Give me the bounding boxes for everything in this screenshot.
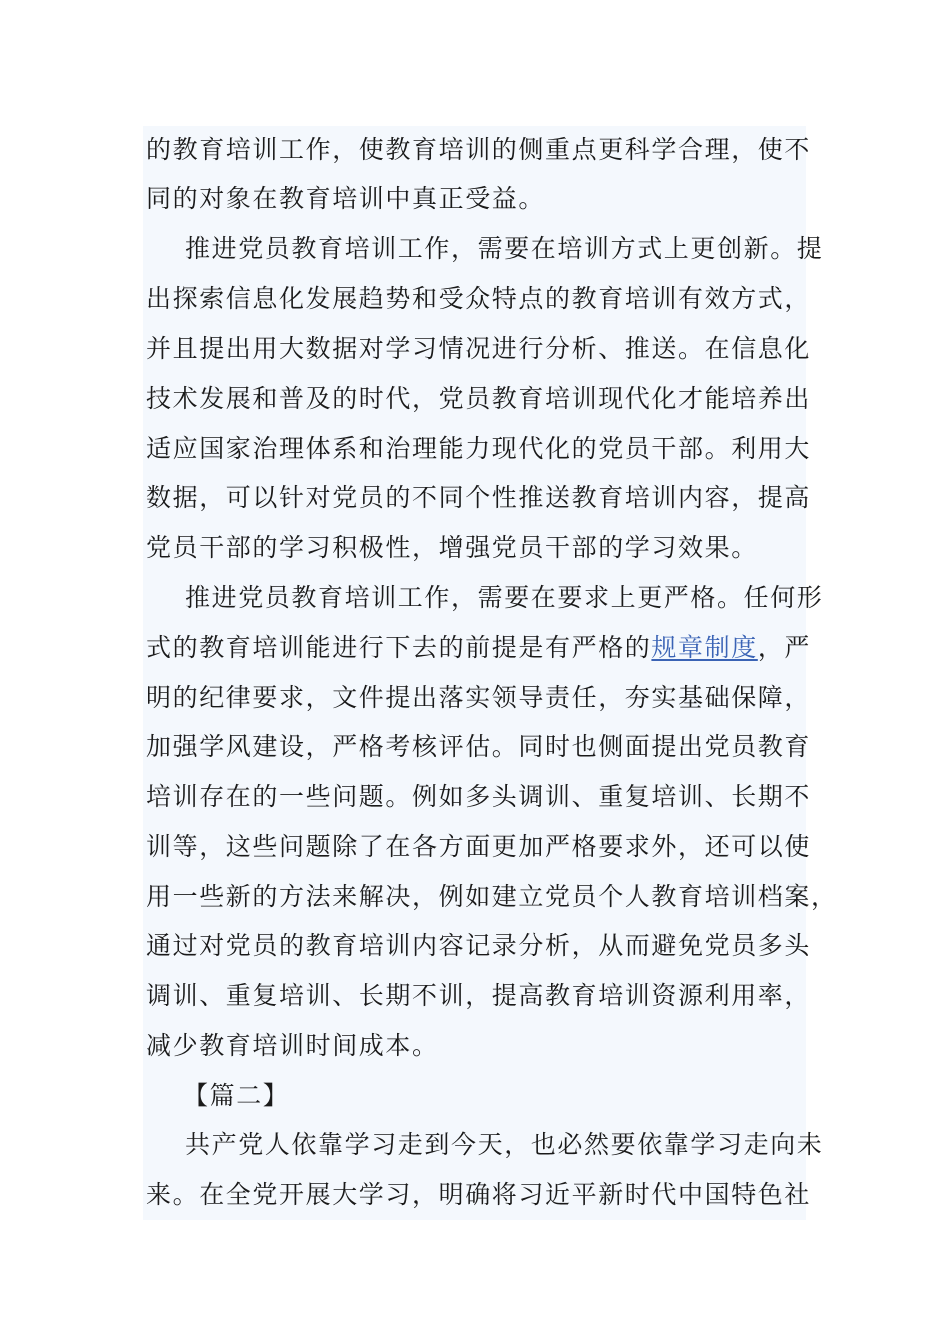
- text-line: 的教育培训工作，使教育培训的侧重点更科学合理，使不: [146, 135, 812, 164]
- text-line: 适应国家治理体系和治理能力现代化的党员干部。利用大: [146, 434, 812, 463]
- document-body: [143, 126, 838, 1220]
- text-line: 调训、重复培训、长期不训，提高教育培训资源利用率，: [146, 981, 812, 1010]
- text-segment: ，严: [757, 633, 812, 662]
- text-line: 数据，可以针对党员的不同个性推送教育培训内容，提高: [146, 483, 812, 512]
- text-line: 明的纪律要求，文件提出落实领导责任，夯实基础保障，: [146, 683, 812, 712]
- text-line: 培训存在的一些问题。例如多头调训、重复培训、长期不: [146, 782, 812, 811]
- text-line: 并且提出用大数据对学习情况进行分析、推送。在信息化: [146, 334, 812, 363]
- text-line: 训等，这些问题除了在各方面更加严格要求外，还可以使: [146, 832, 812, 861]
- text-line: 减少教育培训时间成本。: [146, 1031, 439, 1060]
- text-line: 技术发展和普及的时代，党员教育培训现代化才能培养出: [146, 384, 812, 413]
- text-segment: 式的教育培训能进行下去的前提是有严格的: [146, 633, 652, 662]
- paragraph-start-line: 共产党人依靠学习走到今天，也必然要依靠学习走向未: [185, 1130, 824, 1159]
- regulations-link[interactable]: 规章制度: [651, 633, 758, 662]
- text-line: 同的对象在教育培训中真正受益。: [146, 184, 546, 213]
- text-line: 通过对党员的教育培训内容记录分析，从而避免党员多头: [146, 931, 812, 960]
- text-line: 出探索信息化发展趋势和受众特点的教育培训有效方式，: [146, 284, 812, 313]
- text-line: 来。在全党开展大学习，明确将习近平新时代中国特色社: [146, 1180, 812, 1209]
- text-line: 加强学风建设，严格考核评估。同时也侧面提出党员教育: [146, 732, 812, 761]
- text-line: 党员干部的学习积极性，增强党员干部的学习效果。: [146, 533, 758, 562]
- paragraph-start-line: 推进党员教育培训工作，需要在要求上更严格。任何形: [185, 583, 824, 612]
- text-line: 用一些新的方法来解决，例如建立党员个人教育培训档案，: [146, 882, 838, 911]
- section-heading: 【篇二】: [183, 1081, 290, 1110]
- text-line-with-link: [146, 631, 811, 665]
- paragraph-start-line: 推进党员教育培训工作，需要在培训方式上更创新。提: [185, 234, 824, 263]
